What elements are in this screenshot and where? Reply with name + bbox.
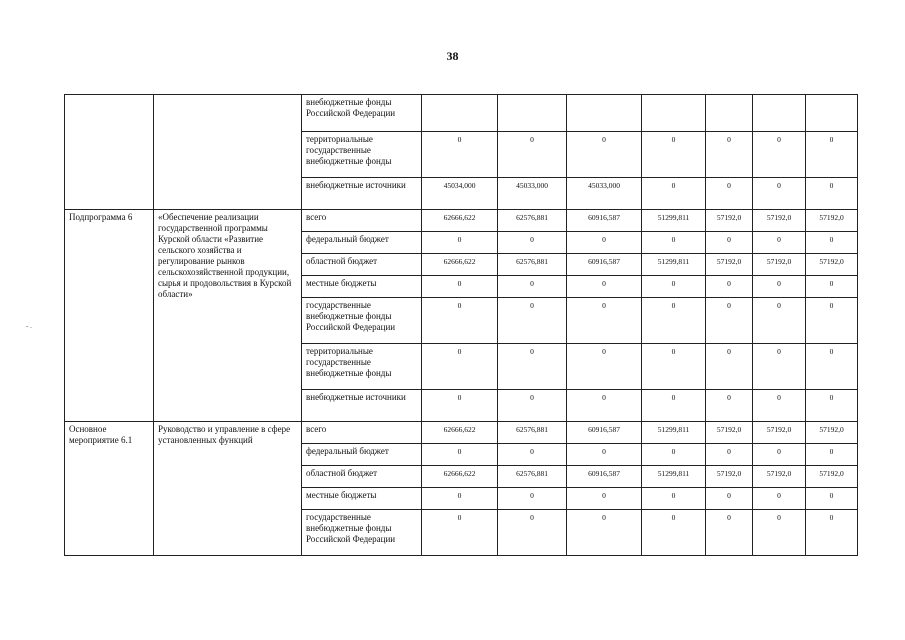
amount-cell: 57192,0 — [806, 422, 858, 444]
amount-cell: 0 — [498, 276, 567, 298]
amount-cell: 0 — [753, 344, 806, 390]
amount-cell: 0 — [642, 390, 706, 422]
funding-source-cell: внебюджетные источники — [302, 178, 422, 210]
amount-cell: 0 — [422, 132, 498, 178]
amount-cell: 57192,0 — [706, 422, 753, 444]
amount-cell: 0 — [806, 488, 858, 510]
table-row — [65, 95, 858, 132]
amount-cell: 0 — [706, 132, 753, 178]
amount-cell: 57192,0 — [753, 466, 806, 488]
amount-cell: 0 — [806, 178, 858, 210]
amount-cell: 51299,811 — [642, 254, 706, 276]
amount-cell: 0 — [753, 298, 806, 344]
amount-cell: 0 — [422, 444, 498, 466]
program-name-cell: «Обеспечение реализации государственной программы Курской области «Развитие сельского хозяйства и регулирование рынков сельскохозяйственной продукции, сырья и продовольствия в Курской области» — [154, 210, 302, 422]
amount-cell: 0 — [642, 344, 706, 390]
funding-source-cell: территориальные государственные внебюджетные фонды — [302, 132, 422, 178]
amount-cell: 0 — [642, 232, 706, 254]
amount-cell: 57192,0 — [706, 466, 753, 488]
amount-cell: 0 — [498, 132, 567, 178]
page-number: 38 — [446, 49, 459, 63]
funding-source-cell: государственные внебюджетные фонды Российской Федерации — [302, 298, 422, 344]
amount-cell: 0 — [642, 510, 706, 556]
funding-source-cell: федеральный бюджет — [302, 232, 422, 254]
amount-cell: 60916,587 — [567, 422, 642, 444]
amount-cell: 45033,000 — [498, 178, 567, 210]
amount-cell: 57192,0 — [706, 210, 753, 232]
table-row — [65, 422, 858, 444]
amount-cell — [753, 95, 806, 132]
budget-table — [64, 94, 858, 556]
amount-cell: 0 — [498, 510, 567, 556]
amount-cell — [706, 95, 753, 132]
funding-source-cell: территориальные государственные внебюджетные фонды — [302, 344, 422, 390]
amount-cell: 51299,811 — [642, 422, 706, 444]
amount-cell: 0 — [706, 344, 753, 390]
amount-cell: 0 — [422, 488, 498, 510]
amount-cell: 0 — [642, 276, 706, 298]
amount-cell: 57192,0 — [753, 210, 806, 232]
amount-cell: 0 — [806, 232, 858, 254]
amount-cell: 0 — [806, 390, 858, 422]
amount-cell: 51299,811 — [642, 210, 706, 232]
amount-cell: 0 — [498, 298, 567, 344]
table-row — [65, 210, 858, 232]
amount-cell: 0 — [567, 344, 642, 390]
amount-cell: 0 — [753, 510, 806, 556]
program-name-cell: Руководство и управление в сфере установленных функций — [154, 422, 302, 556]
amount-cell: 62666,622 — [422, 210, 498, 232]
amount-cell: 62666,622 — [422, 254, 498, 276]
amount-cell: 60916,587 — [567, 210, 642, 232]
amount-cell: 0 — [642, 132, 706, 178]
amount-cell: 0 — [706, 488, 753, 510]
amount-cell: 57192,0 — [706, 254, 753, 276]
amount-cell: 62576,881 — [498, 466, 567, 488]
amount-cell: 62576,881 — [498, 210, 567, 232]
amount-cell: 0 — [422, 276, 498, 298]
scan-mark: - . — [26, 322, 32, 330]
amount-cell: 0 — [642, 444, 706, 466]
amount-cell: 62666,622 — [422, 422, 498, 444]
amount-cell — [642, 95, 706, 132]
amount-cell: 0 — [753, 178, 806, 210]
program-code-cell: Подпрограмма 6 — [65, 210, 154, 422]
amount-cell: 62576,881 — [498, 422, 567, 444]
amount-cell: 57192,0 — [753, 422, 806, 444]
amount-cell: 0 — [498, 390, 567, 422]
amount-cell: 0 — [498, 444, 567, 466]
amount-cell — [498, 95, 567, 132]
funding-source-cell: государственные внебюджетные фонды Российской Федерации — [302, 510, 422, 556]
amount-cell: 0 — [567, 510, 642, 556]
amount-cell: 0 — [567, 390, 642, 422]
amount-cell: 0 — [498, 488, 567, 510]
amount-cell: 62576,881 — [498, 254, 567, 276]
amount-cell: 0 — [567, 488, 642, 510]
amount-cell: 45033,000 — [567, 178, 642, 210]
amount-cell: 0 — [498, 344, 567, 390]
amount-cell: 0 — [567, 132, 642, 178]
amount-cell: 0 — [753, 276, 806, 298]
program-code-cell: Основное мероприятие 6.1 — [65, 422, 154, 556]
amount-cell — [422, 95, 498, 132]
amount-cell: 0 — [422, 390, 498, 422]
amount-cell: 0 — [567, 276, 642, 298]
amount-cell: 0 — [706, 390, 753, 422]
amount-cell: 0 — [806, 444, 858, 466]
amount-cell: 0 — [422, 344, 498, 390]
amount-cell: 0 — [806, 132, 858, 178]
amount-cell: 0 — [753, 232, 806, 254]
amount-cell: 51299,811 — [642, 466, 706, 488]
amount-cell: 0 — [567, 444, 642, 466]
funding-source-cell: областной бюджет — [302, 254, 422, 276]
amount-cell: 0 — [498, 232, 567, 254]
amount-cell: 0 — [706, 232, 753, 254]
amount-cell: 0 — [422, 232, 498, 254]
amount-cell: 0 — [642, 488, 706, 510]
amount-cell: 62666,622 — [422, 466, 498, 488]
amount-cell: 0 — [642, 298, 706, 344]
amount-cell: 57192,0 — [753, 254, 806, 276]
amount-cell: 0 — [422, 298, 498, 344]
funding-source-cell: внебюджетные фонды Российской Федерации — [302, 95, 422, 132]
amount-cell: 0 — [753, 132, 806, 178]
amount-cell: 60916,587 — [567, 466, 642, 488]
program-code-cell — [65, 95, 154, 210]
funding-source-cell: местные бюджеты — [302, 276, 422, 298]
funding-source-cell: всего — [302, 422, 422, 444]
amount-cell: 0 — [806, 298, 858, 344]
amount-cell: 0 — [806, 344, 858, 390]
amount-cell: 0 — [567, 232, 642, 254]
amount-cell: 0 — [753, 488, 806, 510]
amount-cell: 0 — [753, 390, 806, 422]
amount-cell: 0 — [706, 276, 753, 298]
amount-cell: 0 — [706, 510, 753, 556]
amount-cell: 60916,587 — [567, 254, 642, 276]
funding-source-cell: областной бюджет — [302, 466, 422, 488]
amount-cell: 45034,000 — [422, 178, 498, 210]
funding-source-cell: местные бюджеты — [302, 488, 422, 510]
amount-cell: 0 — [422, 510, 498, 556]
amount-cell — [567, 95, 642, 132]
amount-cell: 0 — [806, 276, 858, 298]
amount-cell: 57192,0 — [806, 254, 858, 276]
amount-cell — [806, 95, 858, 132]
funding-source-cell: внебюджетные источники — [302, 390, 422, 422]
amount-cell: 0 — [567, 298, 642, 344]
amount-cell: 0 — [706, 444, 753, 466]
funding-source-cell: федеральный бюджет — [302, 444, 422, 466]
amount-cell: 57192,0 — [806, 210, 858, 232]
amount-cell: 0 — [642, 178, 706, 210]
funding-source-cell: всего — [302, 210, 422, 232]
amount-cell: 0 — [706, 178, 753, 210]
amount-cell: 0 — [806, 510, 858, 556]
program-name-cell — [154, 95, 302, 210]
amount-cell: 0 — [753, 444, 806, 466]
amount-cell: 0 — [706, 298, 753, 344]
amount-cell: 57192,0 — [806, 466, 858, 488]
